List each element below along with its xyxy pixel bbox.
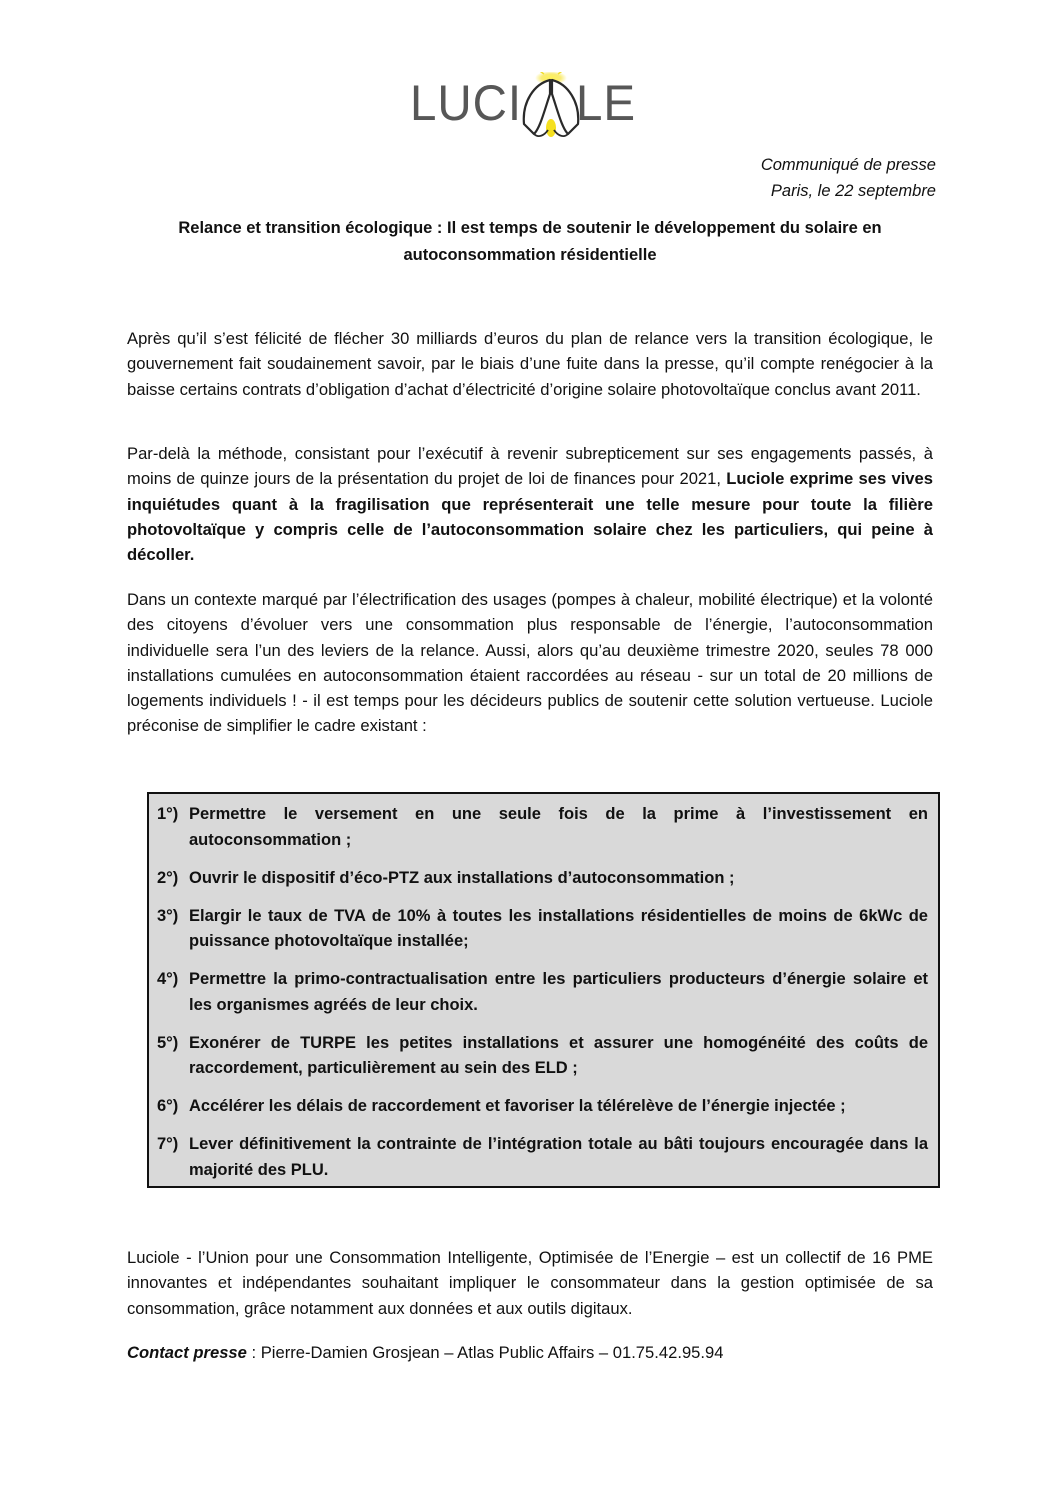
recommendation-item [157, 802, 928, 853]
logo-text-right: LE [576, 75, 637, 131]
paragraph-concerns-normal: Par-delà la méthode, consistant pour l’exécutif à revenir subrepticement sur ses engagements passés, à moins de quinze jours de la présentation du projet de loi de finances pour 2021, [127, 444, 933, 489]
press-release-title [130, 215, 930, 269]
recommendation-item [157, 904, 928, 955]
recommendation-number: 6°) [157, 1097, 179, 1115]
logo-text-left: LUCI [410, 75, 523, 131]
contact-value: Pierre-Damien Grosjean – Atlas Public Affairs – 01.75.42.95.94 [260, 1343, 724, 1362]
recommendation-text: Permettre le versement en une seule fois de la prime à l’investissement en autoconsommation ; [189, 805, 928, 849]
recommendation-number: 2°) [157, 868, 179, 887]
recommendation-number: 3°) [157, 906, 179, 925]
recommendation-text: Ouvrir le dispositif d’éco-PTZ aux installations d’autoconsommation ; [189, 868, 735, 887]
recommendation-item [157, 1094, 928, 1120]
press-release-header [761, 152, 936, 204]
recommendation-item [157, 1031, 928, 1082]
recommendations-box [147, 792, 940, 1188]
recommendation-number: 1°) [157, 805, 179, 823]
recommendation-text: Permettre la primo-contractualisation entre les particuliers producteurs d’énergie solaire et les organismes agréés de leur choix. [189, 970, 928, 1014]
title-line-2: autoconsommation résidentielle [403, 246, 657, 264]
press-contact [127, 1340, 723, 1365]
paragraph-concerns-bold: Luciole exprime ses vives inquiétudes quant à la fragilisation que représenterait une telle mesure pour toute la filière photovoltaïque y compris celle de l’autoconsommation solaire chez les particuliers, qui peine à décoller. [127, 469, 933, 565]
recommendation-text: Accélérer les délais de raccordement et favoriser la télérelève de l’énergie injectée ; [189, 1097, 846, 1115]
recommendation-number: 4°) [157, 970, 179, 988]
recommendation-item [157, 866, 928, 892]
about-luciole: Luciole - l’Union pour une Consommation Intelligente, Optimisée de l’Energie – est un collectif de 16 PME innovantes et indépendantes souhaitant impliquer le consommateur dans la gestion optimisée de sa consommation, grâce notamment aux données et aux outils digitaux. [127, 1248, 933, 1318]
place-date: Paris, le 22 septembre [770, 182, 936, 200]
doc-type: Communiqué de presse [760, 156, 936, 174]
paragraph-context: Dans un contexte marqué par l’électrification des usages (pompes à chaleur, mobilité électrique) et la volonté des citoyens d’évoluer vers une consommation plus responsable de l’énergie, l’autoconsommation individuelle sera l’un des leviers de la relance. Aussi, alors qu’au deuxième trimestre 2020, seules 78 000 installations cumulées en autoconsommation étaient raccordées au réseau - sur un total de 20 millions de logements individuels ! - il est temps pour les décideurs publics de soutenir cette solution vertueuse. Luciole préconise de simplifier le cadre existant : [127, 590, 933, 736]
recommendation-number: 5°) [157, 1033, 179, 1052]
firefly-icon [520, 72, 582, 138]
title-line-1: Relance et transition écologique : Il est temps de soutenir le développement du solaire en [178, 219, 882, 237]
recommendation-text: Exonérer de TURPE les petites installations et assurer une homogénéité des coûts de raccordement, particulièrement au sein des ELD ; [189, 1033, 928, 1077]
recommendation-text: Elargir le taux de TVA de 10% à toutes les installations résidentielles de moins de 6kWc de puissance photovoltaïque installée; [189, 906, 928, 950]
contact-label: Contact presse [127, 1343, 247, 1362]
recommendation-number: 7°) [157, 1135, 179, 1153]
luciole-logo [408, 68, 658, 138]
recommendation-item [157, 1132, 928, 1183]
recommendation-text: Lever définitivement la contrainte de l’intégration totale au bâti toujours encouragée dans la majorité des PLU. [189, 1135, 928, 1179]
contact-separator: : [246, 1343, 261, 1362]
paragraph-concerns [127, 441, 933, 567]
paragraph-intro: Après qu’il s’est félicité de flécher 30 milliards d’euros du plan de relance vers la transition écologique, le gouvernement fait soudainement savoir, par le biais d’une fuite dans la presse, qu’il compte renégocier à la baisse certains contrats d’obligation d’achat d’électricité d’origine solaire photovoltaïque conclus avant 2011. [127, 329, 933, 399]
recommendation-item [157, 967, 928, 1018]
